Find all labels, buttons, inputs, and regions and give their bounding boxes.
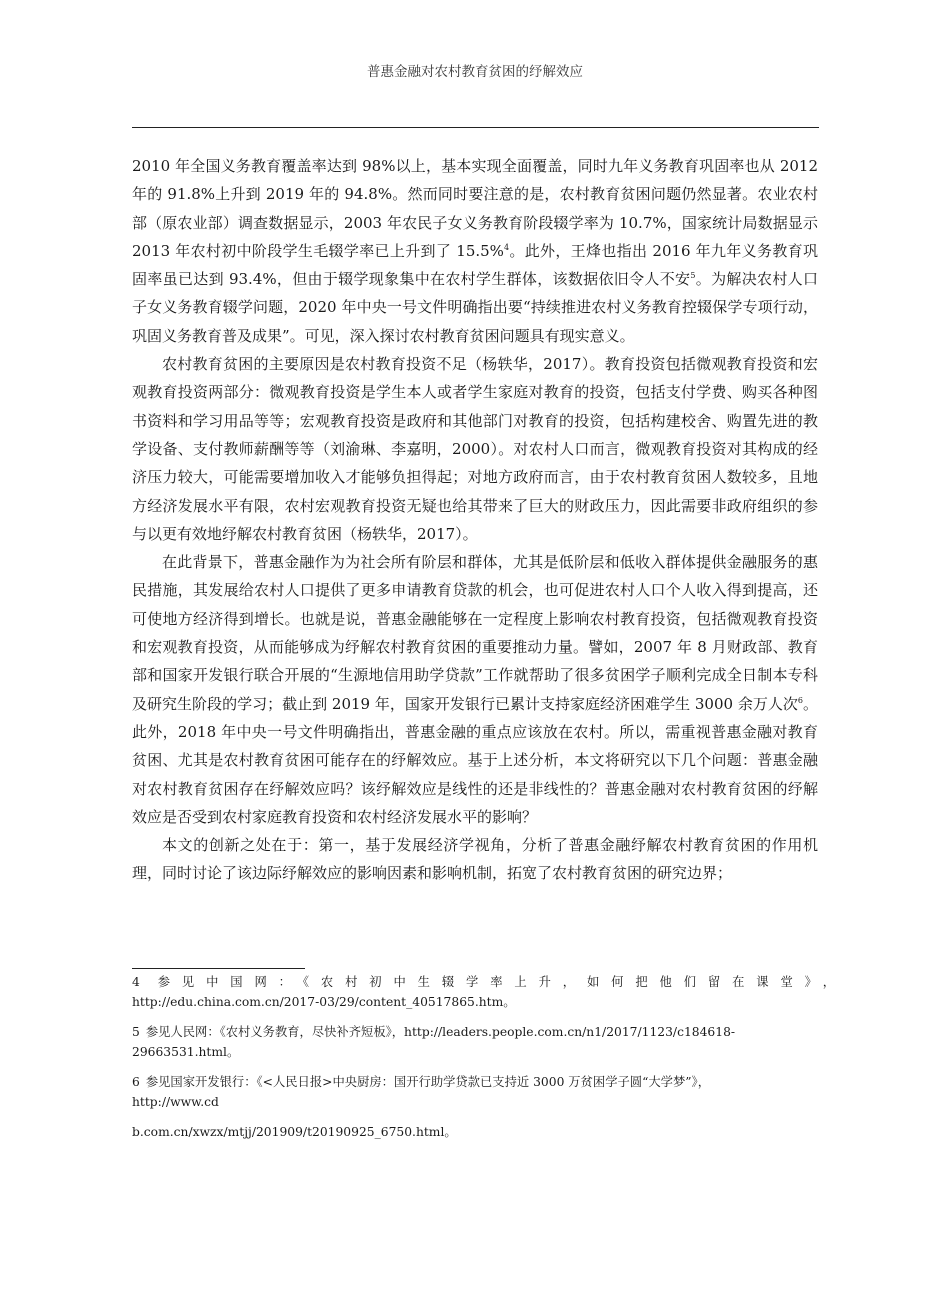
footnote-ref[interactable]: 6 xyxy=(797,695,803,705)
footnote-ref[interactable]: 5 xyxy=(690,271,696,281)
header-rule xyxy=(132,127,819,128)
footnote-link-continuation[interactable]: b.com.cn/xwzx/mtjj/201909/t20190925_6750.html。 xyxy=(132,1125,457,1139)
footnotes xyxy=(132,972,838,1142)
footnote-number: 5 xyxy=(132,1025,140,1039)
footnote-rule xyxy=(132,968,305,969)
running-header: 普惠金融对农村教育贫困的纾解效应 xyxy=(367,64,583,80)
footnote: 6 参见国家开发银行：《<人民日报>中央厨房：国开行助学贷款已支持近 3000 万贫困学子圆“大学梦”》， xyxy=(132,1075,710,1089)
footnote-link[interactable]: http://edu.china.com.cn/2017-03/29/content_40517865.htm。 xyxy=(132,995,516,1009)
footnote-link[interactable]: http://www.cd xyxy=(132,1095,219,1109)
footnote-number: 6 xyxy=(132,1075,140,1089)
paragraph: 本文的创新之处在于：第一，基于发展经济学视角，分析了普惠金融纾解农村教育贫困的作用机理，同时讨论了该边际纾解效应的影响因素和影响机制，拓宽了农村教育贫困的研究边界； xyxy=(132,836,818,883)
footnote-ref[interactable]: 4 xyxy=(503,242,510,252)
paragraph: 在此背景下，普惠金融作为为社会所有阶层和群体，尤其是低阶层和低收入群体提供金融服务的惠民措施，其发展给农村人口提供了更多申请教育贷款的机会，也可促进农村人口个人收入得到提高，还可使地方经济得到增长。也就是说，普惠金融能够在一定程度上影响农村教育投资，包括微观教育投资和宏观教育投资，从而能够成为纾解农村教育贫困的重要推动力量。譬如，2007 年 8 月财政部、教育部和国家开发银行联合开展的“生源地信用助学贷款”工作就帮助了很多贫困学子顺利完成全日制本专科及研究生阶段的学习；截止到 2019 年，国家开发银行已累计支持家庭经济困难学生 3000 余万人次$^6$。此外，2018 年中央一号文件明确指出，普惠金融的重点应该放在农村。所以，需重视普惠金融对教育贫困、尤其是农村教育贫困可能存在的纾解效应。基于上述分析，本文将研究以下几个问题：普惠金融对农村教育贫困存在纾解效应吗？该纾解效应是线性的还是非线性的？普惠金融对农村教育贫困的纾解效应是否受到农村家庭教育投资和农村经济发展水平的影响？ xyxy=(132,553,818,826)
paragraph: 2010 年全国义务教育覆盖率达到 98%以上，基本实现全面覆盖，同时九年义务教育巩固率也从 2012 年的 91.8%上升到 2019 年的 94.8%。然而同时要注意的是，农村教育贫困问题仍然显著。农业农村部（原农业部）调查数据显示，2003 年农民子女义务教育阶段辍学率为 10.7%，国家统计局数据显示 2013 年农村初中阶段学生毛辍学率已上升到了 15.5%$^4$。此外，王烽也指出 2016 年九年义务教育巩固率虽已达到 93.4%，但由于辍学现象集中在农村学生群体，该数据依旧令人不安$^5$。为解决农村人口子女义务教育辍学问题，2020 年中央一号文件明确指出要“持续推进农村义务教育控辍保学专项行动，巩固义务教育普及成果”。可见，深入探讨农村教育贫困问题具有现实意义。 xyxy=(132,157,818,345)
footnote-number: 4 xyxy=(132,975,143,989)
footnote: 5 参见人民网：《农村义务教育，尽快补齐短板》，http://leaders.people.com.cn/n1/2017/1123/c184618- xyxy=(132,1025,736,1039)
footnote: 4 参见中国网：《农村初中生辍学率上升，如何把他们留在课堂》， xyxy=(132,975,838,989)
paragraph: 农村教育贫困的主要原因是农村教育投资不足（杨轶华，2017）。教育投资包括微观教育投资和宏观教育投资两部分：微观教育投资是学生本人或者学生家庭对教育的投资，包括支付学费、购买各种图书资料和学习用品等等；宏观教育投资是政府和其他部门对教育的投资，包括构建校舍、购置先进的教学设备、支付教师薪酬等等（刘渝琳、李嘉明，2000）。对农村人口而言，微观教育投资对其构成的经济压力较大，可能需要增加收入才能够负担得起；对地方政府而言，由于农村教育贫困人数较多，且地方经济发展水平有限，农村宏观教育投资无疑也给其带来了巨大的财政压力，因此需要非政府组织的参与以更有效地纾解农村教育贫困（杨轶华，2017）。 xyxy=(132,355,818,543)
body-text xyxy=(132,152,818,888)
footnote-link[interactable]: 29663531.html。 xyxy=(132,1045,240,1059)
